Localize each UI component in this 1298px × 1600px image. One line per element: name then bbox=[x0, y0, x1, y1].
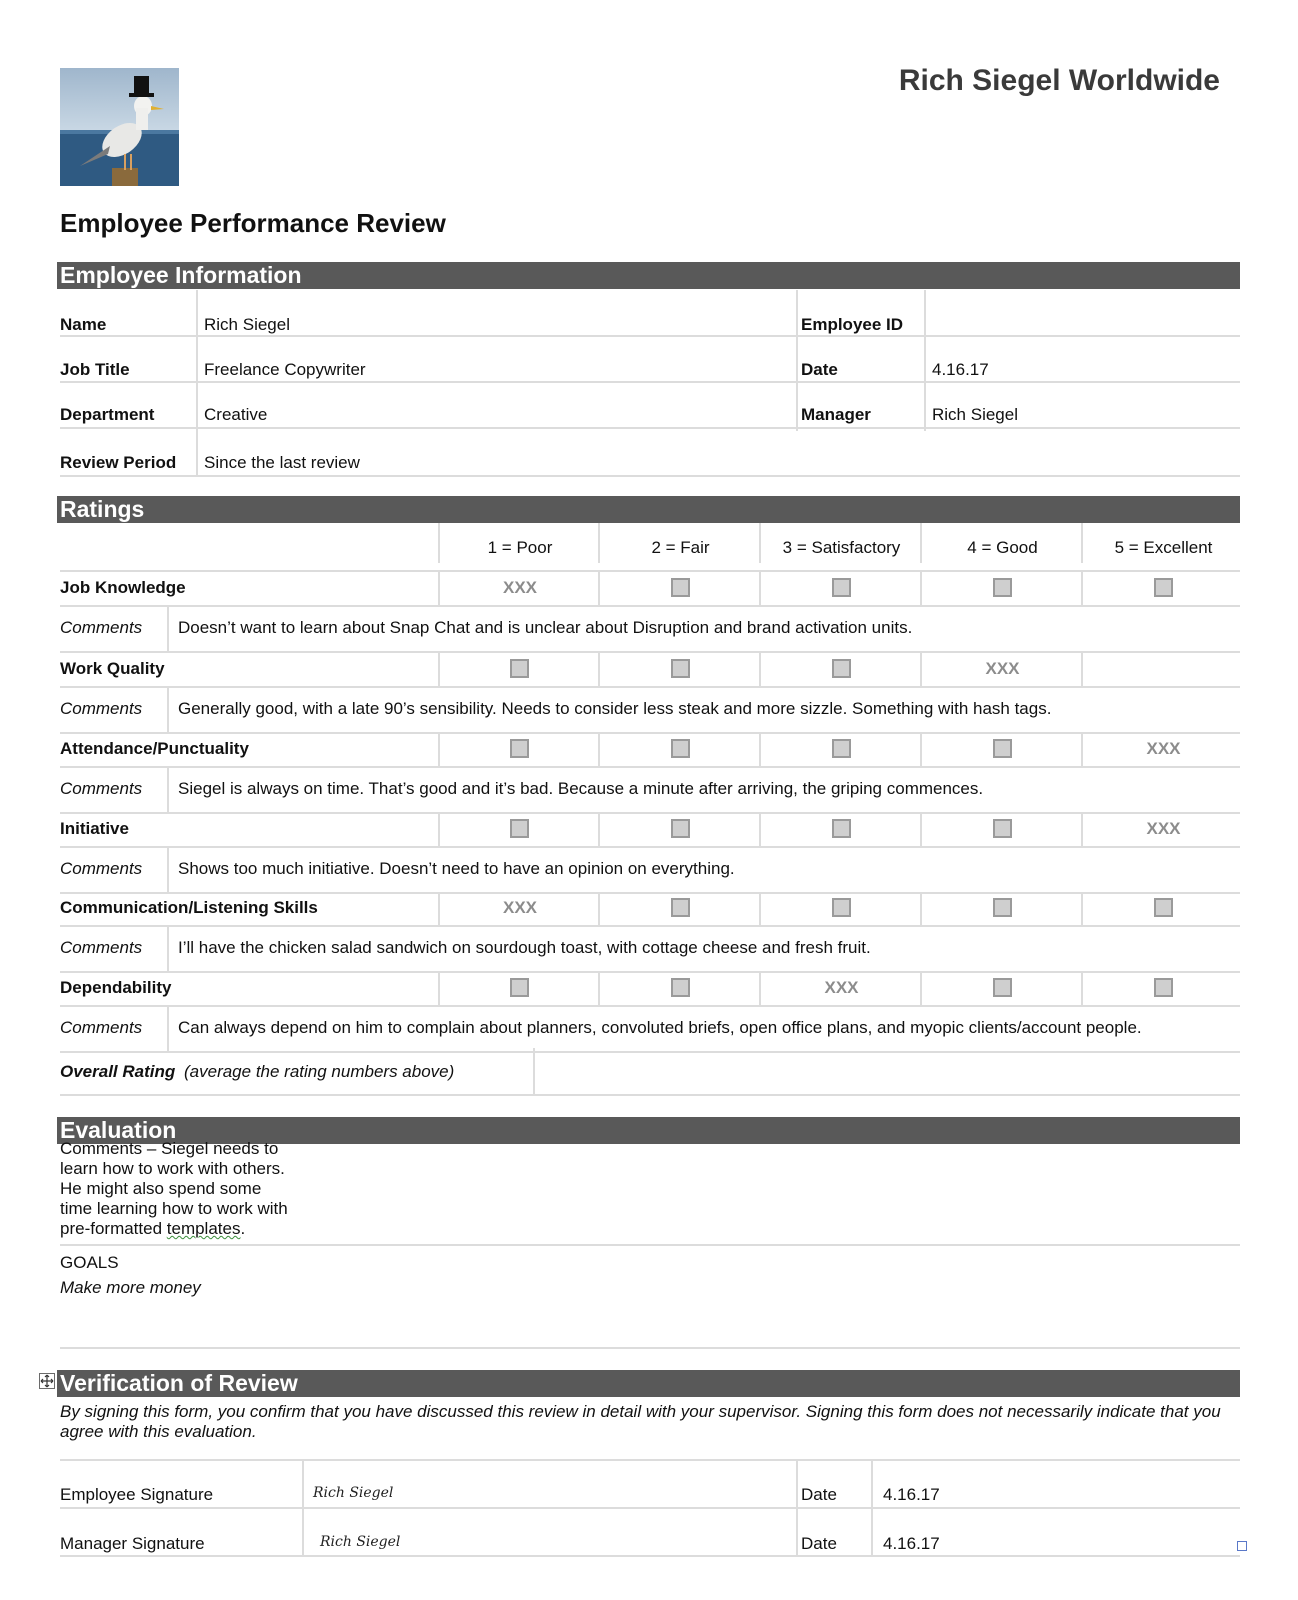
manager-date-label: Date bbox=[801, 1534, 837, 1553]
rating-checkbox[interactable] bbox=[832, 898, 851, 917]
rating-checkbox[interactable] bbox=[1154, 898, 1173, 917]
criterion-label: Dependability bbox=[60, 978, 172, 997]
company-logo bbox=[60, 68, 179, 186]
employee-date-label: Date bbox=[801, 1485, 837, 1504]
rating-checkbox[interactable] bbox=[832, 819, 851, 838]
criterion-label: Attendance/Punctuality bbox=[60, 739, 249, 758]
employee-signature-label: Employee Signature bbox=[60, 1485, 214, 1504]
rating-mark[interactable]: XXX bbox=[1146, 739, 1181, 758]
department-field[interactable]: Creative bbox=[204, 405, 268, 424]
rating-checkbox[interactable] bbox=[671, 739, 690, 758]
rating-mark[interactable]: XXX bbox=[502, 898, 538, 917]
rating-checkbox[interactable] bbox=[671, 819, 690, 838]
employee-signature[interactable]: Rich Siegel bbox=[313, 1485, 394, 1501]
rating-mark[interactable]: XXX bbox=[502, 578, 538, 597]
verification-statement: By signing this form, you confirm that you have discussed this review in detail with your supervisor. Signing this form does not necessarily indicate that you agree with this evaluation. bbox=[60, 1402, 1221, 1441]
section-header-evaluation: Evaluation bbox=[57, 1117, 1240, 1144]
criterion-label: Communication/Listening Skills bbox=[60, 898, 318, 917]
comments-label: Comments bbox=[60, 779, 143, 798]
criterion-label: Work Quality bbox=[60, 659, 165, 678]
scale-header-satisfactory: 3 = Satisfactory bbox=[782, 538, 901, 557]
rating-mark[interactable]: XXX bbox=[985, 659, 1020, 678]
rating-checkbox[interactable] bbox=[993, 739, 1012, 758]
rating-checkbox[interactable] bbox=[510, 659, 529, 678]
manager-signature-label: Manager Signature bbox=[60, 1534, 205, 1553]
rating-checkbox[interactable] bbox=[993, 898, 1012, 917]
overall-rating-note: (average the rating numbers above) bbox=[184, 1062, 455, 1081]
comments-label: Comments bbox=[60, 618, 143, 637]
scale-header-good: 4 = Good bbox=[967, 538, 1038, 557]
company-name: Rich Siegel Worldwide bbox=[898, 64, 1220, 97]
criterion-comment[interactable]: Can always depend on him to complain about planners, convoluted briefs, open office plans, and myopic clients/account people. bbox=[178, 1018, 1142, 1037]
job-title-label: Job Title bbox=[60, 360, 130, 379]
review-period-label: Review Period bbox=[60, 453, 177, 472]
date-label: Date bbox=[801, 360, 838, 379]
rating-checkbox[interactable] bbox=[1154, 978, 1173, 997]
section-header-employee-information: Employee Information bbox=[57, 262, 1240, 289]
rating-checkbox[interactable] bbox=[671, 898, 690, 917]
rating-checkbox[interactable] bbox=[510, 978, 529, 997]
evaluation-comments[interactable]: Comments – Siegel needs to learn how to work with others. He might also spend some time learning how to work with pre-formatted templates. bbox=[60, 1139, 288, 1238]
job-title-field[interactable]: Freelance Copywriter bbox=[204, 360, 366, 379]
section-header-verification: Verification of Review bbox=[57, 1370, 1240, 1397]
manager-label: Manager bbox=[801, 405, 871, 424]
rating-checkbox[interactable] bbox=[832, 739, 851, 758]
rating-checkbox[interactable] bbox=[671, 659, 690, 678]
employee-id-field[interactable] bbox=[932, 315, 1232, 335]
rating-checkbox[interactable] bbox=[993, 819, 1012, 838]
criterion-comment[interactable]: Siegel is always on time. That’s good and it’s bad. Because a minute after arriving, the griping commences. bbox=[178, 779, 984, 798]
manager-date-field[interactable]: 4.16.17 bbox=[883, 1534, 940, 1553]
criterion-comment[interactable]: Doesn’t want to learn about Snap Chat and is unclear about Disruption and brand activation units. bbox=[178, 618, 913, 637]
rating-mark[interactable]: XXX bbox=[1146, 819, 1181, 838]
comments-label: Comments bbox=[60, 1018, 143, 1037]
criterion-label: Initiative bbox=[60, 819, 129, 838]
rating-checkbox[interactable] bbox=[832, 659, 851, 678]
criterion-comment[interactable]: Shows too much initiative. Doesn’t need to have an opinion on everything. bbox=[178, 859, 735, 878]
document-title: Employee Performance Review bbox=[60, 208, 446, 238]
manager-signature[interactable]: Rich Siegel bbox=[320, 1534, 401, 1550]
date-field[interactable]: 4.16.17 bbox=[932, 360, 989, 379]
table-move-handle-icon[interactable] bbox=[39, 1373, 55, 1389]
employee-date-field[interactable]: 4.16.17 bbox=[883, 1485, 940, 1504]
review-period-field[interactable]: Since the last review bbox=[204, 453, 360, 472]
rating-checkbox[interactable] bbox=[1154, 578, 1173, 597]
name-label: Name bbox=[60, 315, 107, 334]
rating-checkbox[interactable] bbox=[510, 739, 529, 758]
overall-rating-label: Overall Rating bbox=[60, 1062, 176, 1081]
criterion-label: Job Knowledge bbox=[60, 578, 186, 597]
criterion-comment[interactable]: I’ll have the chicken salad sandwich on sourdough toast, with cottage cheese and fresh fruit. bbox=[178, 938, 871, 957]
scale-header-excellent: 5 = Excellent bbox=[1114, 538, 1213, 557]
scale-header-fair: 2 = Fair bbox=[651, 538, 710, 557]
goals-field[interactable]: Make more money bbox=[60, 1278, 201, 1297]
table-resize-handle[interactable] bbox=[1237, 1541, 1247, 1551]
employee-id-label: Employee ID bbox=[801, 315, 904, 334]
rating-mark[interactable]: XXX bbox=[824, 978, 859, 997]
department-label: Department bbox=[60, 405, 155, 424]
comments-label: Comments bbox=[60, 699, 143, 718]
goals-label: GOALS bbox=[60, 1253, 119, 1272]
criterion-comment[interactable]: Generally good, with a late 90’s sensibility. Needs to consider less steak and more sizzle. Something with hash tags. bbox=[178, 699, 1052, 718]
section-header-ratings: Ratings bbox=[57, 496, 1240, 523]
rating-checkbox[interactable] bbox=[510, 819, 529, 838]
comments-label: Comments bbox=[60, 859, 143, 878]
comments-label: Comments bbox=[60, 938, 143, 957]
overall-rating-field[interactable] bbox=[540, 1062, 1230, 1082]
rating-checkbox[interactable] bbox=[832, 578, 851, 597]
rating-checkbox[interactable] bbox=[671, 578, 690, 597]
rating-checkbox[interactable] bbox=[993, 978, 1012, 997]
manager-field[interactable]: Rich Siegel bbox=[932, 405, 1018, 424]
scale-header-poor: 1 = Poor bbox=[487, 538, 553, 557]
name-field[interactable]: Rich Siegel bbox=[204, 315, 290, 334]
rating-checkbox[interactable] bbox=[993, 578, 1012, 597]
rating-checkbox[interactable] bbox=[671, 978, 690, 997]
